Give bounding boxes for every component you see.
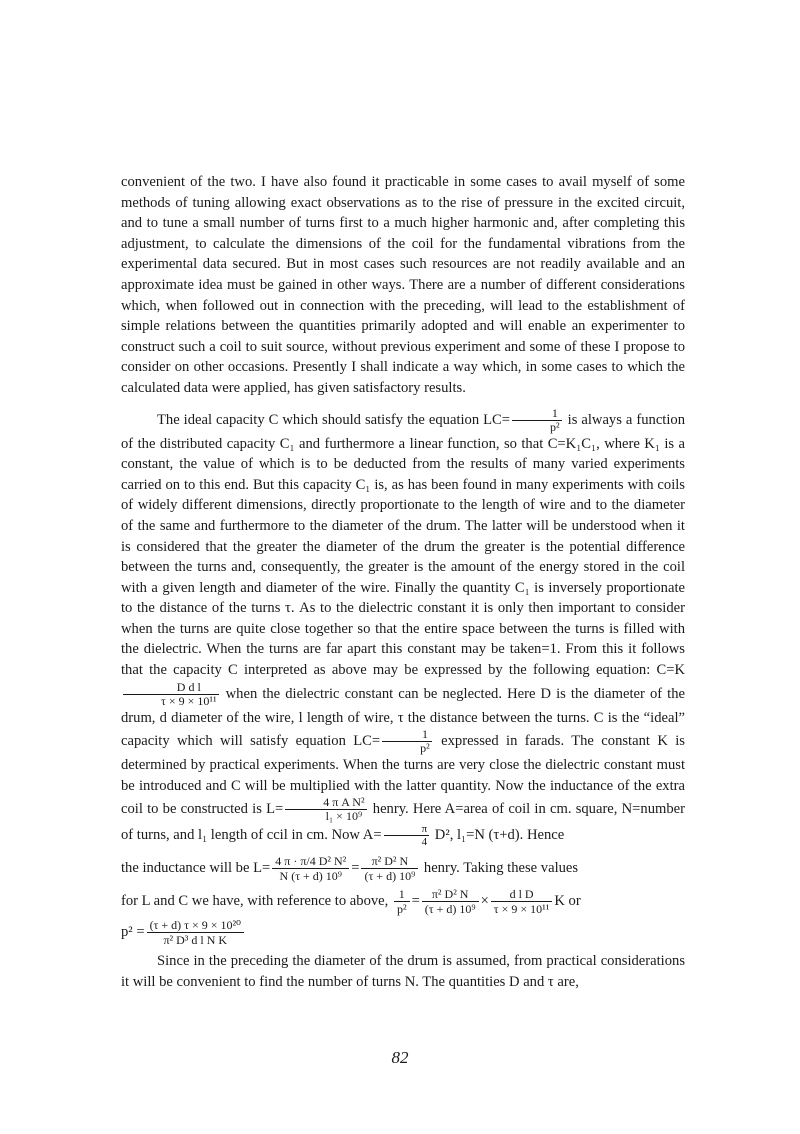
equation-p-squared-lead: p² = xyxy=(121,924,145,941)
paragraph-2-part-f: D², l₁=N (τ+d). Hence xyxy=(431,827,565,844)
fraction-capacity xyxy=(123,681,219,708)
fraction-denominator: π² D³ d l N K xyxy=(163,933,228,948)
paragraph-2 xyxy=(121,407,685,849)
fraction-denominator: 4 xyxy=(421,836,428,849)
equation-combined-tail: K or xyxy=(554,893,581,910)
fraction-numerator: d l D xyxy=(491,887,553,902)
fraction-inductance xyxy=(285,796,366,823)
fraction-numerator: D d l xyxy=(123,681,219,695)
page-number: 82 xyxy=(391,1048,409,1067)
equation-equals-2: = xyxy=(411,893,420,910)
fraction-numerator: 1 xyxy=(394,887,410,902)
fraction-inductance-simplified xyxy=(361,854,418,883)
equation-inductance xyxy=(121,854,685,883)
fraction-denominator: l₁ × 10⁹ xyxy=(325,809,363,824)
fraction-numerator: π² D² N xyxy=(361,854,418,869)
fraction-numerator: 1 xyxy=(512,407,562,421)
paragraph-2-part-d: expressed in farads. The constant K is determined by practical experiments. When the turns are very close the dielectric constant must be introduced and C will be multiplied with the latter quantity. Now the inductance of the extra coil to be constructed is L= xyxy=(121,733,685,818)
equation-inductance-lead: the inductance will be L= xyxy=(121,860,271,877)
fraction-numerator: 1 xyxy=(382,728,432,742)
fraction-denominator: p² xyxy=(396,902,407,917)
fraction-numerator: 4 π A N² xyxy=(285,796,366,810)
fraction-denominator: τ × 9 × 10¹¹ xyxy=(493,902,550,917)
equation-p-squared xyxy=(121,918,685,947)
fraction-denominator: (τ + d) 10⁹ xyxy=(364,869,416,884)
fraction-denominator: τ × 9 × 10¹¹ xyxy=(161,693,217,708)
fraction-pi-over-4 xyxy=(384,823,430,848)
paragraph-1: convenient of the two. I have also found it practicable in some cases to avail myself of some methods of tuning allowing exact observations as to the rise of pressure in the excited circuit, and to tune a small number of turns first to a much higher harmonic and, after completing this adjustment, to calculate the dimensions of the coil for the fundamental vibrations from the experimental data secured. But in most cases such resources are not readily available and an approximate idea must be gained in other ways. There are a number of different considerations which, when followed out in connection with the preceding, will lead to the establishment of simple relations between the quantities primarily adopted and will enable an experimenter to construct such a coil to suit source, without previous experiment and some of these I propose to consider on other occasions. Presently I shall indicate a way which, in some cases to which the calculated data were applied, has given satisfactory results. xyxy=(121,174,685,396)
fraction-dld xyxy=(491,887,553,916)
equation-inductance-tail: henry. Taking these values xyxy=(420,860,579,877)
fraction-pi2-d2-n xyxy=(422,887,479,916)
equation-equals: = xyxy=(351,860,360,877)
body-text xyxy=(121,172,685,993)
paragraph-2-part-b: is always a function of the distributed capacity C₁ and furthermore a linear function, so that C=K₁C₁, where K₁ is a constant, the value of which is to be deducted from the results of many varied experiments carried on to this end. But this capacity C₁ is, as has been found in many experiments with coils of widely different dimensions, directly proportionate to the length of wire and to the diameter of the same and furthermore to the diameter of the drum. The latter will be understood when it is considered that the greater the diameter of the drum the greater is the potential difference between the turns and, consequently, the greater is the amount of the energy stored in the coil with a given length and diameter of the wire. Finally the quantity C₁ is inversely proportionate to the distance of the turns τ. As to the dielectric constant it is only then important to consider when the turns are quite close together so that the entire space between the turns is filled with the dielectric. When the turns are far apart this constant may be taken=1. From this it follows that the capacity C interpreted as above may be expressed by the following equation: C=K xyxy=(121,411,685,679)
fraction-denominator: p² xyxy=(420,741,430,756)
paragraph-final: Since in the preceding the diameter of the drum is assumed, from practical considerations it will be convenient to find the number of turns N. The quantities D and τ are, xyxy=(121,953,685,991)
equation-combined-lead: for L and C we have, with reference to above, xyxy=(121,893,392,910)
fraction-p-squared xyxy=(147,918,244,947)
paragraph-2-part-c: when the dielectric constant can be neglected. Here D is the diameter of the drum, d diameter of the wire, l length of wire, τ the distance between the turns. C is the “ideal” capacity which will satisfy equation LC= xyxy=(121,685,685,750)
fraction-numerator: π² D² N xyxy=(422,887,479,902)
paragraph-2-part-a: The ideal capacity C which should satisfy the equation LC= xyxy=(157,411,511,428)
fraction-inductance-expanded xyxy=(272,854,349,883)
fraction-one-over-p2-third xyxy=(394,887,410,916)
paragraph-2-part-e: henry. Here A=area of coil in cm. square, N=number of turns, and l₁ length of ccil in cm. Now A= xyxy=(121,801,685,844)
fraction-denominator: N (τ + d) 10⁹ xyxy=(279,869,342,884)
fraction-numerator: π xyxy=(384,823,430,836)
fraction-numerator: (τ + d) τ × 9 × 10²⁰ xyxy=(147,918,244,933)
fraction-numerator: 4 π · π/4 D² N² xyxy=(272,854,349,869)
fraction-denominator: p² xyxy=(550,419,560,434)
fraction-one-over-p2-second xyxy=(382,728,432,755)
equation-combined xyxy=(121,887,685,916)
equation-times: × xyxy=(480,893,489,910)
fraction-denominator: (τ + d) 10⁹ xyxy=(424,902,476,917)
fraction-one-over-p2 xyxy=(512,407,562,434)
